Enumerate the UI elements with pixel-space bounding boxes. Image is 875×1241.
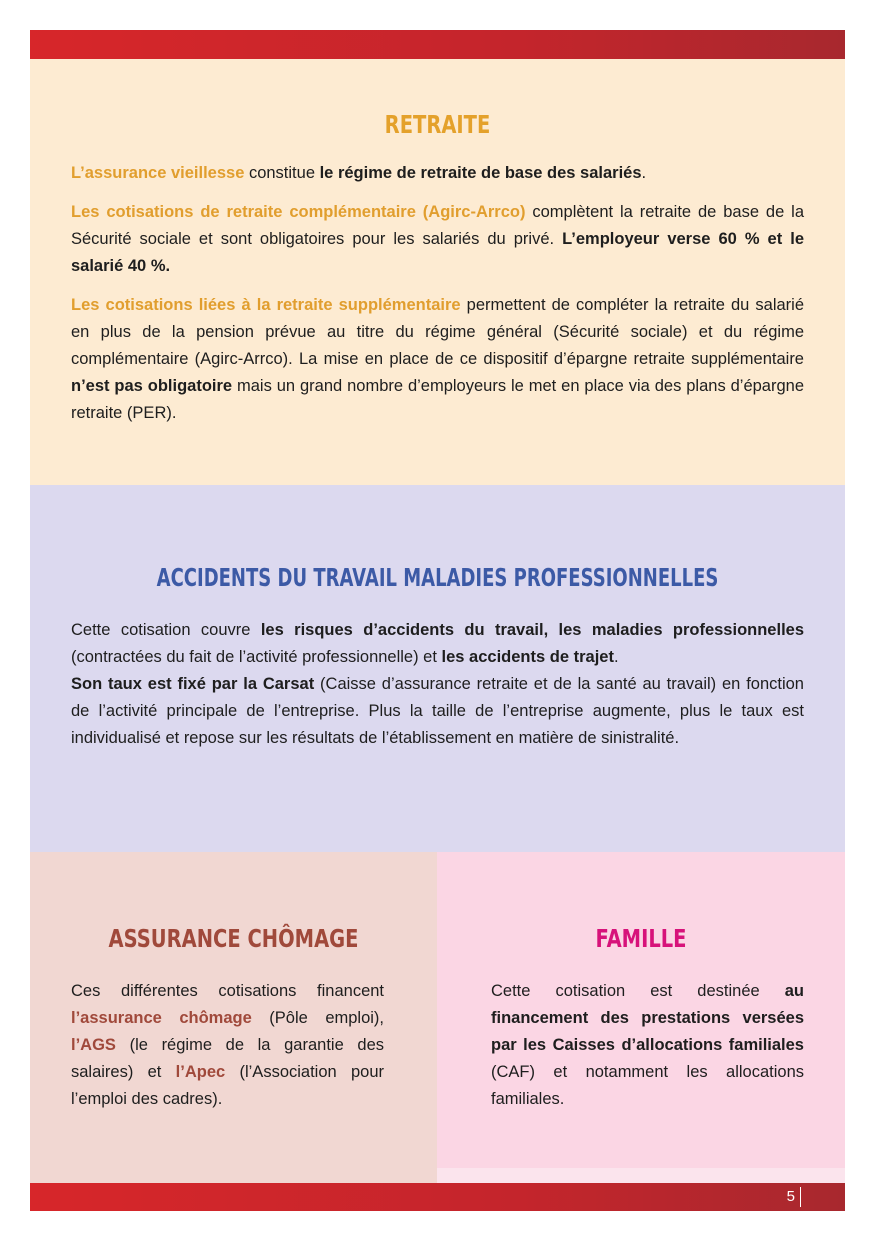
retraite-paragraph-2 [71,199,804,280]
text: Cette cotisation est destinée [491,982,785,1000]
highlight: L’assurance vieillesse [71,164,245,182]
famille-body [491,978,804,1113]
text: constitue [244,164,320,182]
text: (contractées du fait de l’activité professionnelle) et [71,648,442,666]
text: Cette cotisation couvre [71,621,261,639]
highlight: Les cotisations liées à la retraite supplémentaire [71,296,461,314]
text: . [641,164,647,182]
text: (Caisse d’assurance retraite et de la santé au travail) en fonction de l’activité principale de l’entreprise. Plus la taille de l’entreprise augmente, plus le taux est individualisé et repose sur les résultats de l’établissement en matière de sinistralité. [71,675,804,747]
famille-footer-strip [437,1168,845,1183]
top-banner [30,30,845,59]
accidents-title: ACCIDENTS DU TRAVAIL MALADIES PROFESSIONNELLES [156,563,719,592]
bold-text: le régime de retraite de base des salariés [319,164,642,182]
famille-title: FAMILLE [595,924,687,953]
bottom-banner [30,1183,845,1211]
retraite-section [30,59,845,485]
text: permettent de compléter la retraite du salarié en plus de la pension prévue au titre du régime général (Sécurité sociale) et du régime complémentaire (Agirc-Arrco). La mise en place de ce dispositif d’épargne retraite supplémentaire [71,296,804,368]
bold-text: Son taux est fixé par la Carsat [71,675,315,693]
bold-text: au financement des prestations versées par les Caisses d’allocations familiales [491,982,804,1054]
highlight: l’AGS [71,1036,116,1054]
famille-paragraph [491,978,804,1113]
highlight: l’Apec [175,1063,226,1081]
text: mais un grand nombre d’employeurs le met en place via des plans d’épargne retraite (PER). [71,377,804,422]
accidents-body [71,617,804,752]
accidents-section [30,485,845,852]
accidents-paragraph [71,617,804,752]
chomage-body [71,978,384,1113]
bold-text: les risques d’accidents du travail, les maladies professionnelles [260,621,805,639]
text: Ces différentes cotisations financent [71,982,384,1000]
text: (l’Association pour l’emploi des cadres). [71,1063,384,1108]
famille-section [437,852,845,1183]
bold-text: les accidents de trajet [441,648,614,666]
highlight: l’assurance chômage [71,1009,252,1027]
retraite-paragraph-3 [71,292,804,427]
bold-text: L’employeur verse 60 % et le salarié 40 %. [71,230,804,275]
chomage-paragraph [71,978,384,1113]
bold-text: n’est pas obligatoire [71,377,233,395]
text: complètent la retraite de base de la Sécurité sociale et sont obligatoires pour les salariés du privé. [71,203,805,248]
chomage-section [30,852,437,1183]
retraite-title: RETRAITE [384,110,491,139]
text: (CAF) et notamment les allocations familiales. [491,1063,804,1108]
text: (Pôle emploi), [251,1009,385,1027]
text: . [613,648,619,666]
page-number: 5 [787,1187,801,1207]
text: (le régime de la garantie des salaires) et [71,1036,384,1081]
retraite-body [71,160,804,427]
highlight: Les cotisations de retraite complémentaire (Agirc-Arrco) [71,203,526,221]
chomage-title: ASSURANCE CHÔMAGE [108,924,359,953]
retraite-paragraph-1 [71,160,804,187]
